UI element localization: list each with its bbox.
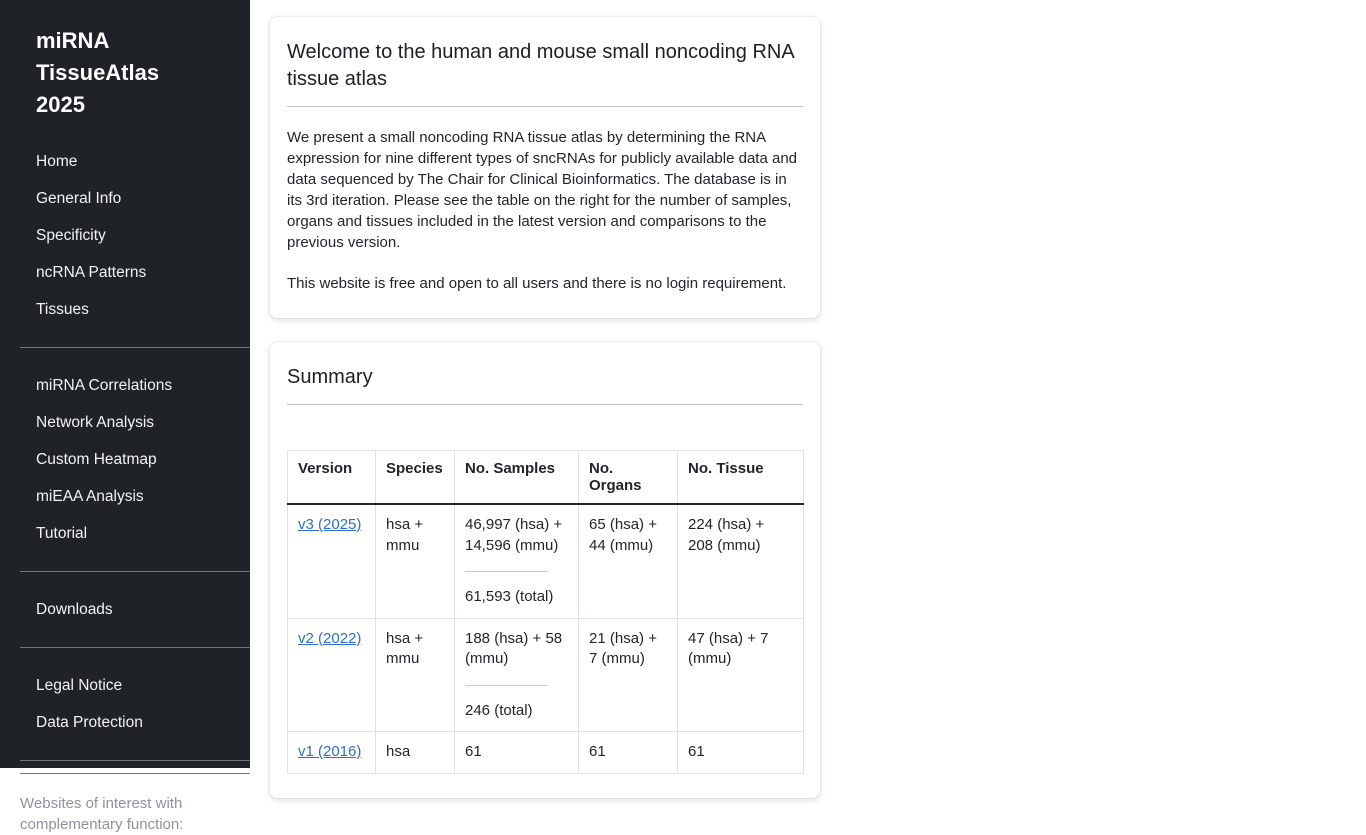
- sidebar-divider: [20, 347, 250, 348]
- cell-samples: 61: [455, 732, 579, 774]
- cell-species: hsa + mmu: [376, 504, 455, 618]
- sidebar-item-network-analysis[interactable]: Network Analysis: [36, 414, 155, 431]
- version-v2-link[interactable]: v2 (2022): [298, 629, 362, 647]
- sidebar-divider: [20, 571, 250, 572]
- sidebar: [0, 0, 250, 833]
- sidebar-item-data-protection[interactable]: Data Protection: [36, 714, 143, 731]
- main-content: [250, 0, 1366, 768]
- nav-primary: [0, 143, 250, 328]
- cell-tissue: 61: [678, 732, 804, 774]
- sidebar-item-mieaa-analysis[interactable]: miEAA Analysis: [36, 488, 144, 505]
- samples-by-species: 46,997 (hsa) + 14,596 (mmu): [465, 516, 563, 554]
- summary-card-title: Summary: [287, 366, 373, 388]
- card-title-divider: [287, 106, 803, 107]
- column-header-version: Version: [288, 451, 376, 505]
- cell-organs: 21 (hsa) + 7 (mmu): [579, 618, 678, 732]
- sidebar-item-home[interactable]: Home: [36, 153, 78, 170]
- cell-species: hsa + mmu: [376, 618, 455, 732]
- samples-by-species: 188 (hsa) + 58 (mmu): [465, 629, 563, 667]
- version-v3-link[interactable]: v3 (2025): [298, 516, 362, 533]
- cell-samples: [455, 618, 579, 732]
- version-v1-link[interactable]: v1 (2016): [298, 743, 362, 760]
- table-row-v3: [288, 504, 804, 618]
- samples-total: 61,593 (total): [465, 588, 554, 605]
- sidebar-item-legal-notice[interactable]: Legal Notice: [36, 677, 123, 694]
- sidebar-item-general-info[interactable]: General Info: [36, 190, 122, 207]
- sidebar-item-tissues[interactable]: Tissues: [36, 301, 89, 318]
- cell-organs: 65 (hsa) + 44 (mmu): [579, 504, 678, 618]
- samples-total: 246 (total): [465, 701, 533, 719]
- summary-table: [287, 450, 804, 774]
- cell-species: hsa: [376, 732, 455, 774]
- welcome-paragraph-1: We present a small noncoding RNA tissue atlas by determining the RNA expression for nine different types of sncRNAs for publicly available data and data sequenced by The Chair for Clinical Bioinformatics. The database is in its 3rd iteration. Please see the table on the right for the number of samples, organs and tissues included in the latest version and comparisons to the previous version.: [287, 129, 798, 251]
- column-header-tissue: No. Tissue: [678, 451, 804, 505]
- cell-divider: [465, 685, 548, 686]
- welcome-card-title: Welcome to the human and mouse small noncoding RNA tissue atlas: [287, 41, 794, 90]
- sidebar-item-tutorial[interactable]: Tutorial: [36, 525, 88, 542]
- cell-samples: [455, 504, 579, 618]
- table-header-row: [288, 451, 804, 505]
- sidebar-item-specificity[interactable]: Specificity: [36, 227, 106, 244]
- cell-version: [288, 618, 376, 732]
- nav-legal: [0, 667, 250, 741]
- nav-downloads: [0, 591, 250, 628]
- cell-organs: 61: [579, 732, 678, 774]
- table-row-v1: [288, 732, 804, 774]
- cell-divider: [465, 571, 548, 572]
- summary-card: [270, 342, 820, 798]
- cell-tissue: 47 (hsa) + 7 (mmu): [678, 618, 804, 732]
- card-title-divider: [287, 404, 803, 405]
- sidebar-item-ncrna-patterns[interactable]: ncRNA Patterns: [36, 264, 147, 281]
- table-row-v2: [288, 618, 804, 732]
- cell-version: [288, 504, 376, 618]
- sidebar-divider: [20, 760, 250, 761]
- column-header-organs: No. Organs: [579, 451, 678, 505]
- sidebar-footer-note: Websites of interest with complementary function:: [20, 795, 184, 833]
- welcome-card: [270, 17, 820, 318]
- sidebar-item-custom-heatmap[interactable]: Custom Heatmap: [36, 451, 157, 468]
- sidebar-divider: [20, 647, 250, 648]
- nav-tools: [0, 367, 250, 552]
- sidebar-divider: [20, 773, 250, 774]
- column-header-samples: No. Samples: [455, 451, 579, 505]
- welcome-paragraph-2: This website is free and open to all users and there is no login requirement.: [287, 275, 787, 292]
- sidebar-item-mirna-correlations[interactable]: miRNA Correlations: [36, 377, 173, 394]
- column-header-species: Species: [376, 451, 455, 505]
- sidebar-item-downloads[interactable]: Downloads: [36, 601, 113, 618]
- cell-tissue: 224 (hsa) + 208 (mmu): [678, 504, 804, 618]
- cell-version: [288, 732, 376, 774]
- app-title: miRNA TissueAtlas 2025: [36, 28, 160, 117]
